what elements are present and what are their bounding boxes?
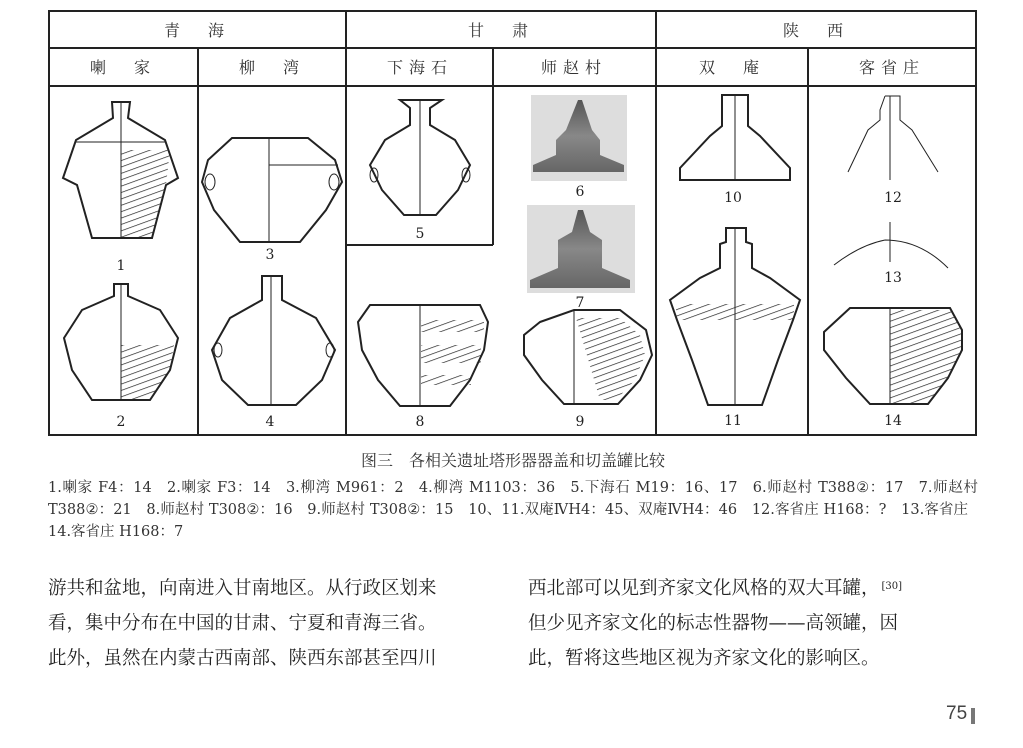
vessel-2-drawing xyxy=(64,284,178,400)
body-line: 此外，虽然在内蒙古西南部、陕西东部甚至四川 xyxy=(48,648,437,669)
vessel-9-drawing xyxy=(524,310,652,404)
vessel-13-drawing xyxy=(834,222,948,268)
item-number: 4 xyxy=(265,414,275,430)
vessel-8-drawing xyxy=(358,305,488,406)
vessel-11-drawing xyxy=(670,228,800,405)
region-shaanxi: 陕 西 xyxy=(782,21,850,40)
site-shuangan: 双 庵 xyxy=(698,58,766,77)
body-line: 此，暂将这些地区视为齐家文化的影响区。 xyxy=(528,648,880,669)
legend-item: 2.喇家 F3：14 xyxy=(166,480,271,496)
legend-item: 3.柳湾 M961：2 xyxy=(285,480,404,496)
site-liuwan: 柳 湾 xyxy=(238,58,306,77)
item-number: 12 xyxy=(884,190,902,206)
legend-item: 6.师赵村 T388②：17 xyxy=(752,480,904,496)
vessel-12-drawing xyxy=(848,96,938,180)
vessel-6-photo xyxy=(531,95,627,181)
region-qinghai: 青 海 xyxy=(163,21,231,40)
vessel-5-drawing xyxy=(370,100,470,215)
item-number: 13 xyxy=(884,270,902,286)
figure-legend xyxy=(48,477,978,543)
vessel-1-drawing xyxy=(63,102,178,238)
item-number: 1 xyxy=(116,258,126,274)
body-line: 看，集中分布在中国的甘肃、宁夏和青海三省。 xyxy=(48,613,437,634)
legend-item: 8.师赵村 T308②：16 xyxy=(146,502,293,518)
item-number: 6 xyxy=(575,184,585,200)
legend-item: 4.柳湾 M1103：36 xyxy=(418,480,556,496)
table-grid xyxy=(49,11,976,435)
item-number: 14 xyxy=(884,413,902,429)
item-number: 9 xyxy=(575,414,585,430)
body-line: 但少见齐家文化的标志性器物——高领罐，因 xyxy=(528,613,899,634)
item-number: 8 xyxy=(415,414,425,430)
region-gansu: 甘 肃 xyxy=(467,21,535,40)
item-number: 5 xyxy=(415,226,425,242)
figure-caption: 图三 各相关遗址塔形器器盖和切盖罐比较 xyxy=(360,451,665,470)
vessel-10-drawing xyxy=(680,95,790,180)
item-number: 2 xyxy=(116,414,126,430)
body-text-left xyxy=(48,571,500,676)
item-number: 3 xyxy=(265,247,275,263)
legend-item: 14.客省庄 H168：7 xyxy=(48,524,184,540)
body-line: 游共和盆地，向南进入甘南地区。从行政区划来 xyxy=(48,578,437,599)
citation-ref[interactable]: [30] xyxy=(881,581,903,592)
legend-item: 9.师赵村 T308②：15 xyxy=(307,502,454,518)
legend-item: 7.师赵村 T388②：21 xyxy=(48,480,978,518)
item-number: 11 xyxy=(724,413,742,429)
body-text-right xyxy=(528,571,980,676)
site-shizhaocun: 师赵村 xyxy=(540,58,608,77)
legend-item: 5.下海石 M19：16、17 xyxy=(570,480,738,496)
vessel-4-drawing xyxy=(212,276,335,405)
body-line: 西北部可以见到齐家文化风格的双大耳罐， xyxy=(528,578,880,599)
page-number-bar xyxy=(971,708,975,724)
vessel-3-drawing xyxy=(202,138,342,242)
site-keshengzhuang: 客省庄 xyxy=(858,58,926,77)
page-number: 75 xyxy=(946,703,968,724)
site-xiahaishi: 下海石 xyxy=(386,58,454,77)
item-number: 7 xyxy=(575,295,585,311)
item-number: 10 xyxy=(724,190,742,206)
vessel-7-photo xyxy=(527,205,635,293)
vessel-14-drawing xyxy=(824,308,962,404)
legend-item: 13.客省庄 xyxy=(901,502,969,518)
legend-item: 10、11.双庵ⅣH4：45、双庵ⅣH4：46 xyxy=(468,502,738,518)
site-lajia: 喇 家 xyxy=(89,58,157,77)
legend-item: 1.喇家 F4：14 xyxy=(48,480,152,496)
legend-item: 12.客省庄 H168：? xyxy=(751,502,887,518)
